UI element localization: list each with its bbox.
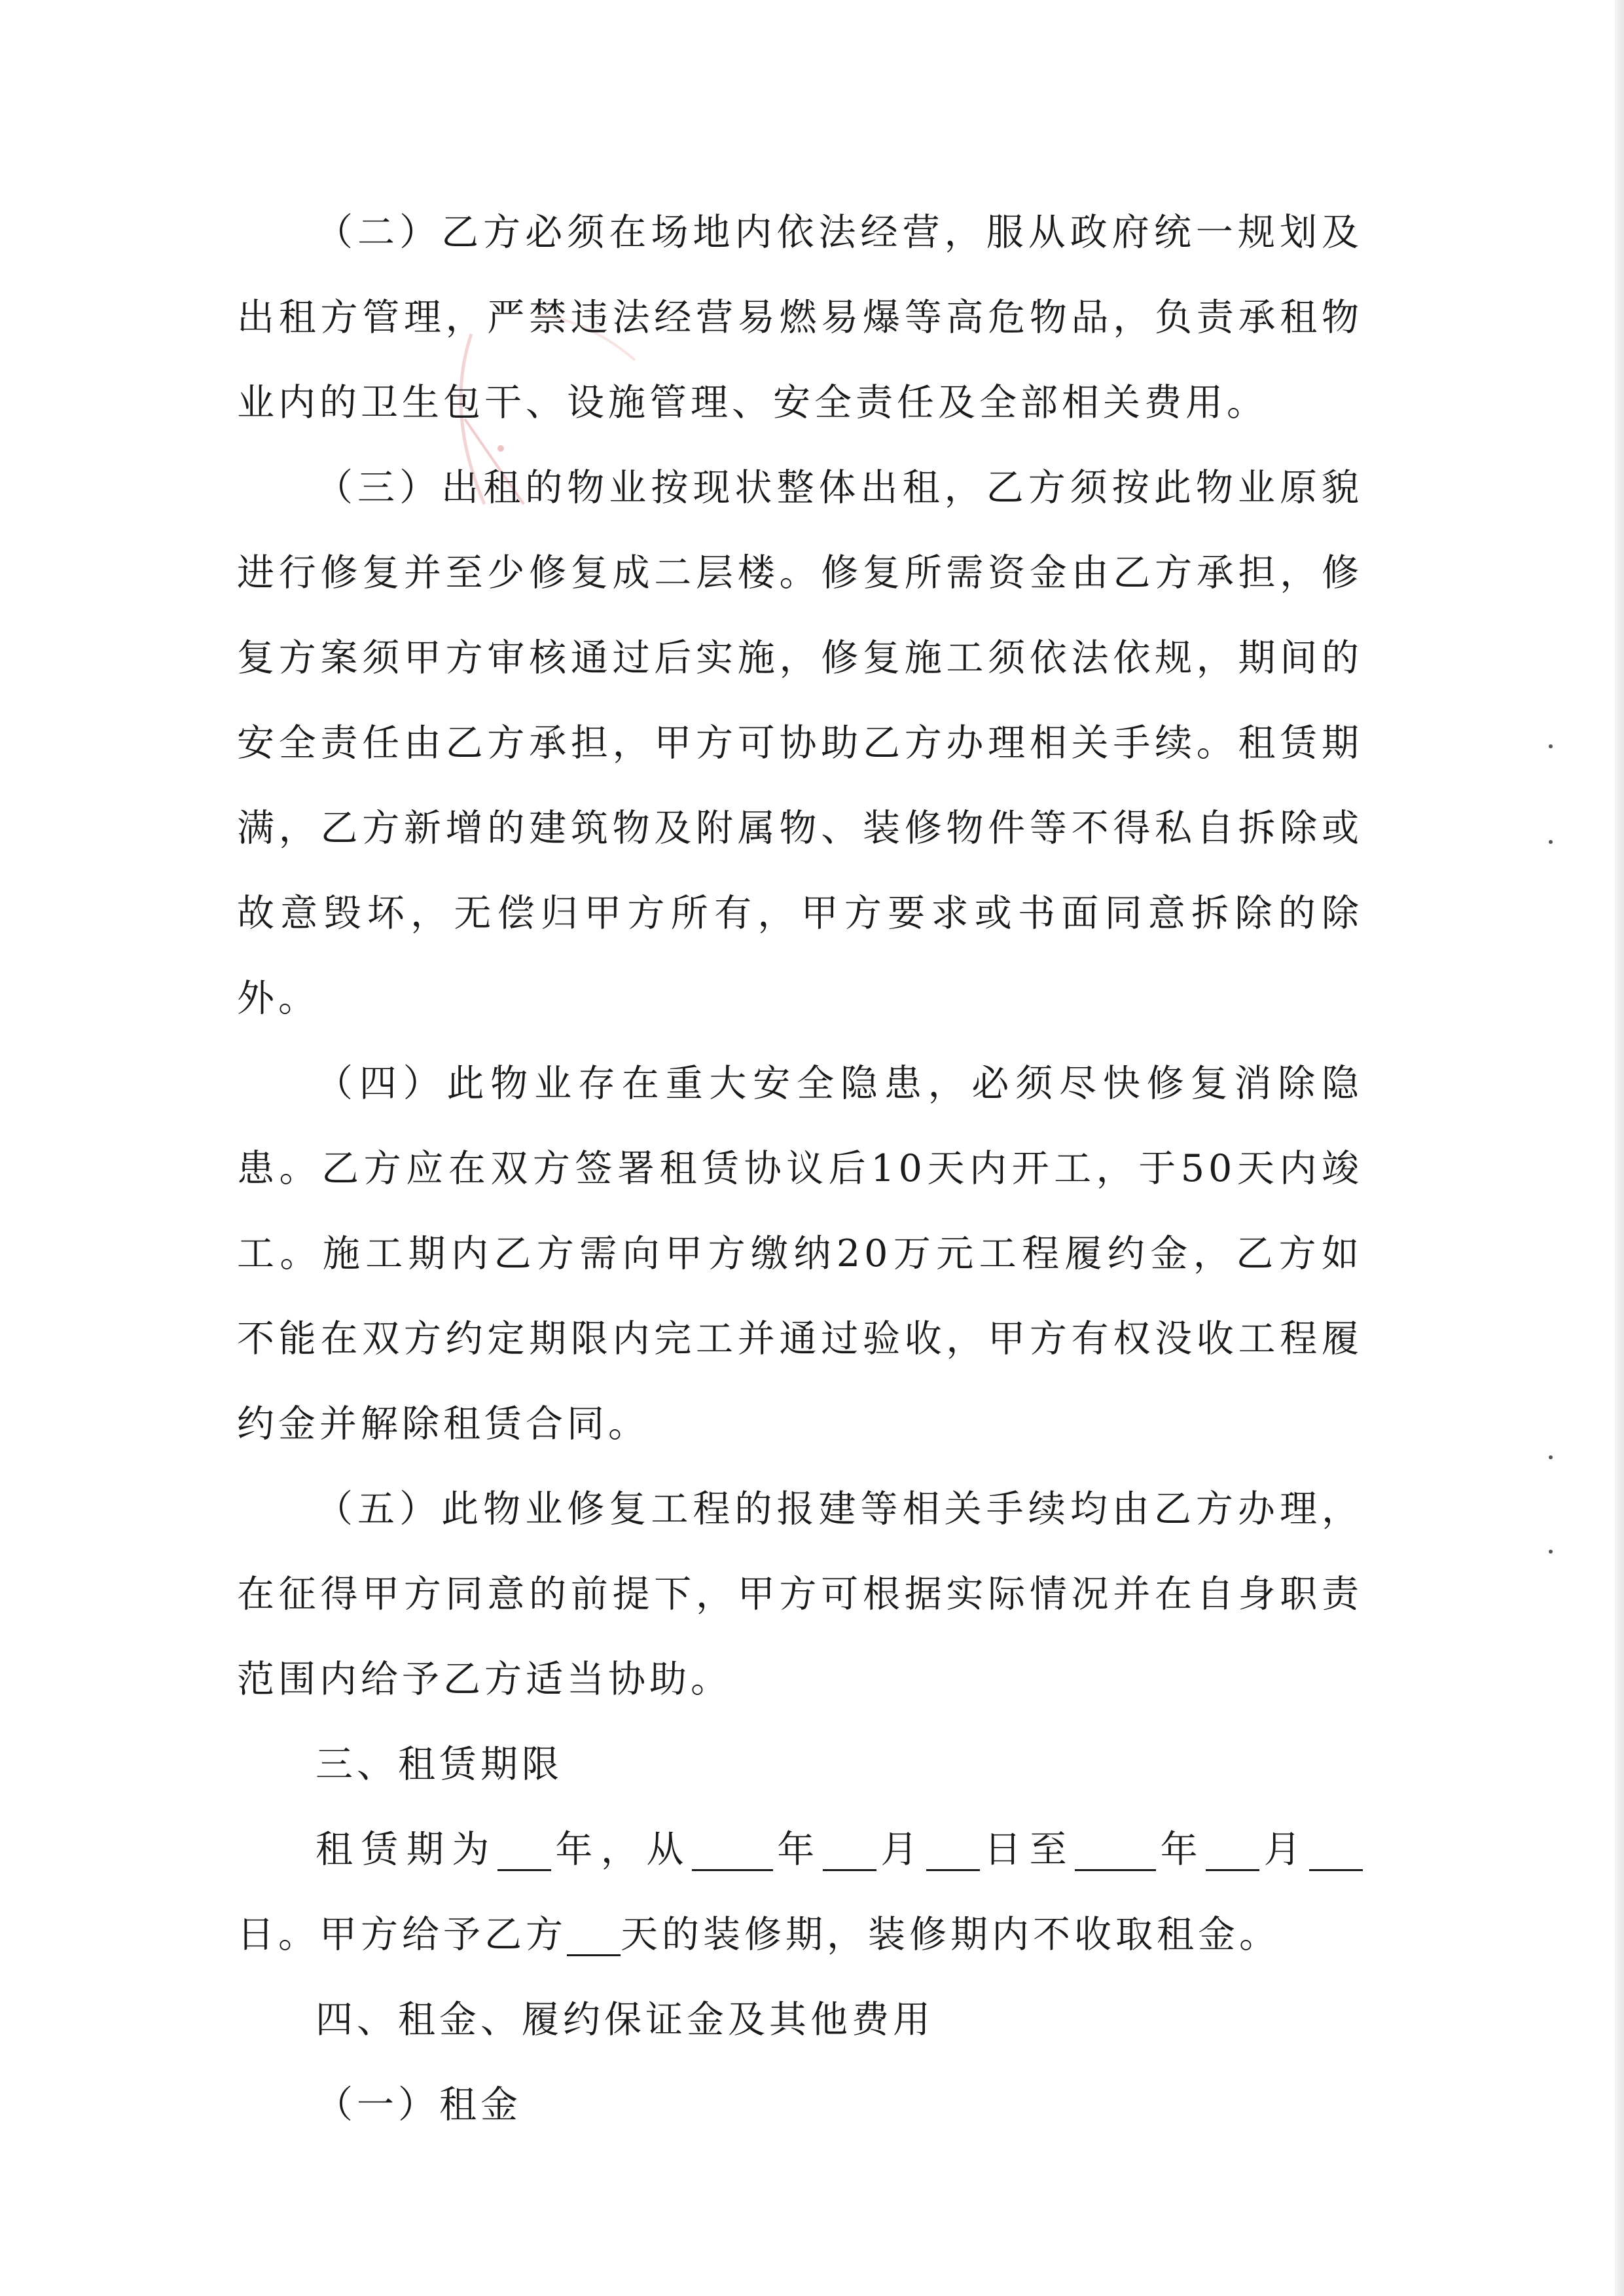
lease-term-text: 天的装修期，装修期内不收取租金。 — [621, 1913, 1280, 1956]
clause-2-3-paragraph: （三）出租的物业按现状整体出租，乙方须按此物业原貌进行修复并至少修复成二层楼。修复所需资金由乙方承担，修复方案须甲方审核通过后实施，修复施工须依法依规，期间的安全责任由乙方承担，甲方可协助乙方办理相关手续。租赁期满，乙方新增的建筑物及附属物、装修物件等不得私自拆除或故意毁坏，无偿归甲方所有，甲方要求或书面同意拆除的除外。 — [237, 466, 1363, 1020]
blank-end-day — [1309, 1832, 1363, 1871]
margin-dot — [1549, 1455, 1553, 1459]
lease-term-text: 月 — [1259, 1828, 1310, 1871]
section-3-heading: 三、租赁期限 — [316, 1743, 563, 1786]
lease-term-text: 年 — [1156, 1828, 1206, 1871]
blank-end-year — [1075, 1832, 1156, 1871]
blank-start-day — [926, 1832, 980, 1871]
lease-term-text: 年 — [772, 1828, 823, 1871]
lease-term-text: 日至 — [979, 1828, 1075, 1871]
margin-dot — [1549, 744, 1553, 748]
scan-edge-shadow — [1615, 0, 1624, 2296]
lease-term-text: 租赁期为 — [316, 1828, 497, 1871]
clause-2-2-paragraph: （二）乙方必须在场地内依法经营，服从政府统一规划及出租方管理，严禁违法经营易燃易爆等高危物品，负责承租物业内的卫生包干、设施管理、安全责任及全部相关费用。 — [237, 211, 1363, 424]
margin-dot — [1549, 1550, 1553, 1554]
clause-2-4-paragraph: （四）此物业存在重大安全隐患，必须尽快修复消除隐患。乙方应在双方签署租赁协议后10天内开工，于50天内竣工。施工期内乙方需向甲方缴纳20万元工程履约金，乙方如不能在双方约定期限内完工并通过验收，甲方有权没收工程履约金并解除租赁合同。 — [237, 1062, 1363, 1446]
lease-term-paragraph — [237, 1807, 1363, 1977]
blank-start-year — [692, 1832, 773, 1871]
margin-dot — [1549, 840, 1553, 844]
section-4-sub-1-heading: （一）租金 — [316, 2083, 522, 2126]
blank-start-month — [823, 1832, 876, 1871]
blank-renovation-days — [567, 1918, 621, 1956]
blank-years — [497, 1832, 551, 1871]
blank-end-month — [1206, 1832, 1259, 1871]
lease-term-text: 年，从 — [550, 1828, 692, 1871]
section-4-heading: 四、租金、履约保证金及其他费用 — [316, 1998, 934, 2041]
clause-2-5-paragraph: （五）此物业修复工程的报建等相关手续均由乙方办理，在征得甲方同意的前提下，甲方可根据实际情况并在自身职责范围内给予乙方适当协助。 — [237, 1487, 1363, 1701]
document-body — [237, 190, 1363, 2147]
lease-term-text: 日。甲方给予乙方 — [237, 1913, 567, 1956]
lease-term-text: 月 — [876, 1828, 926, 1871]
